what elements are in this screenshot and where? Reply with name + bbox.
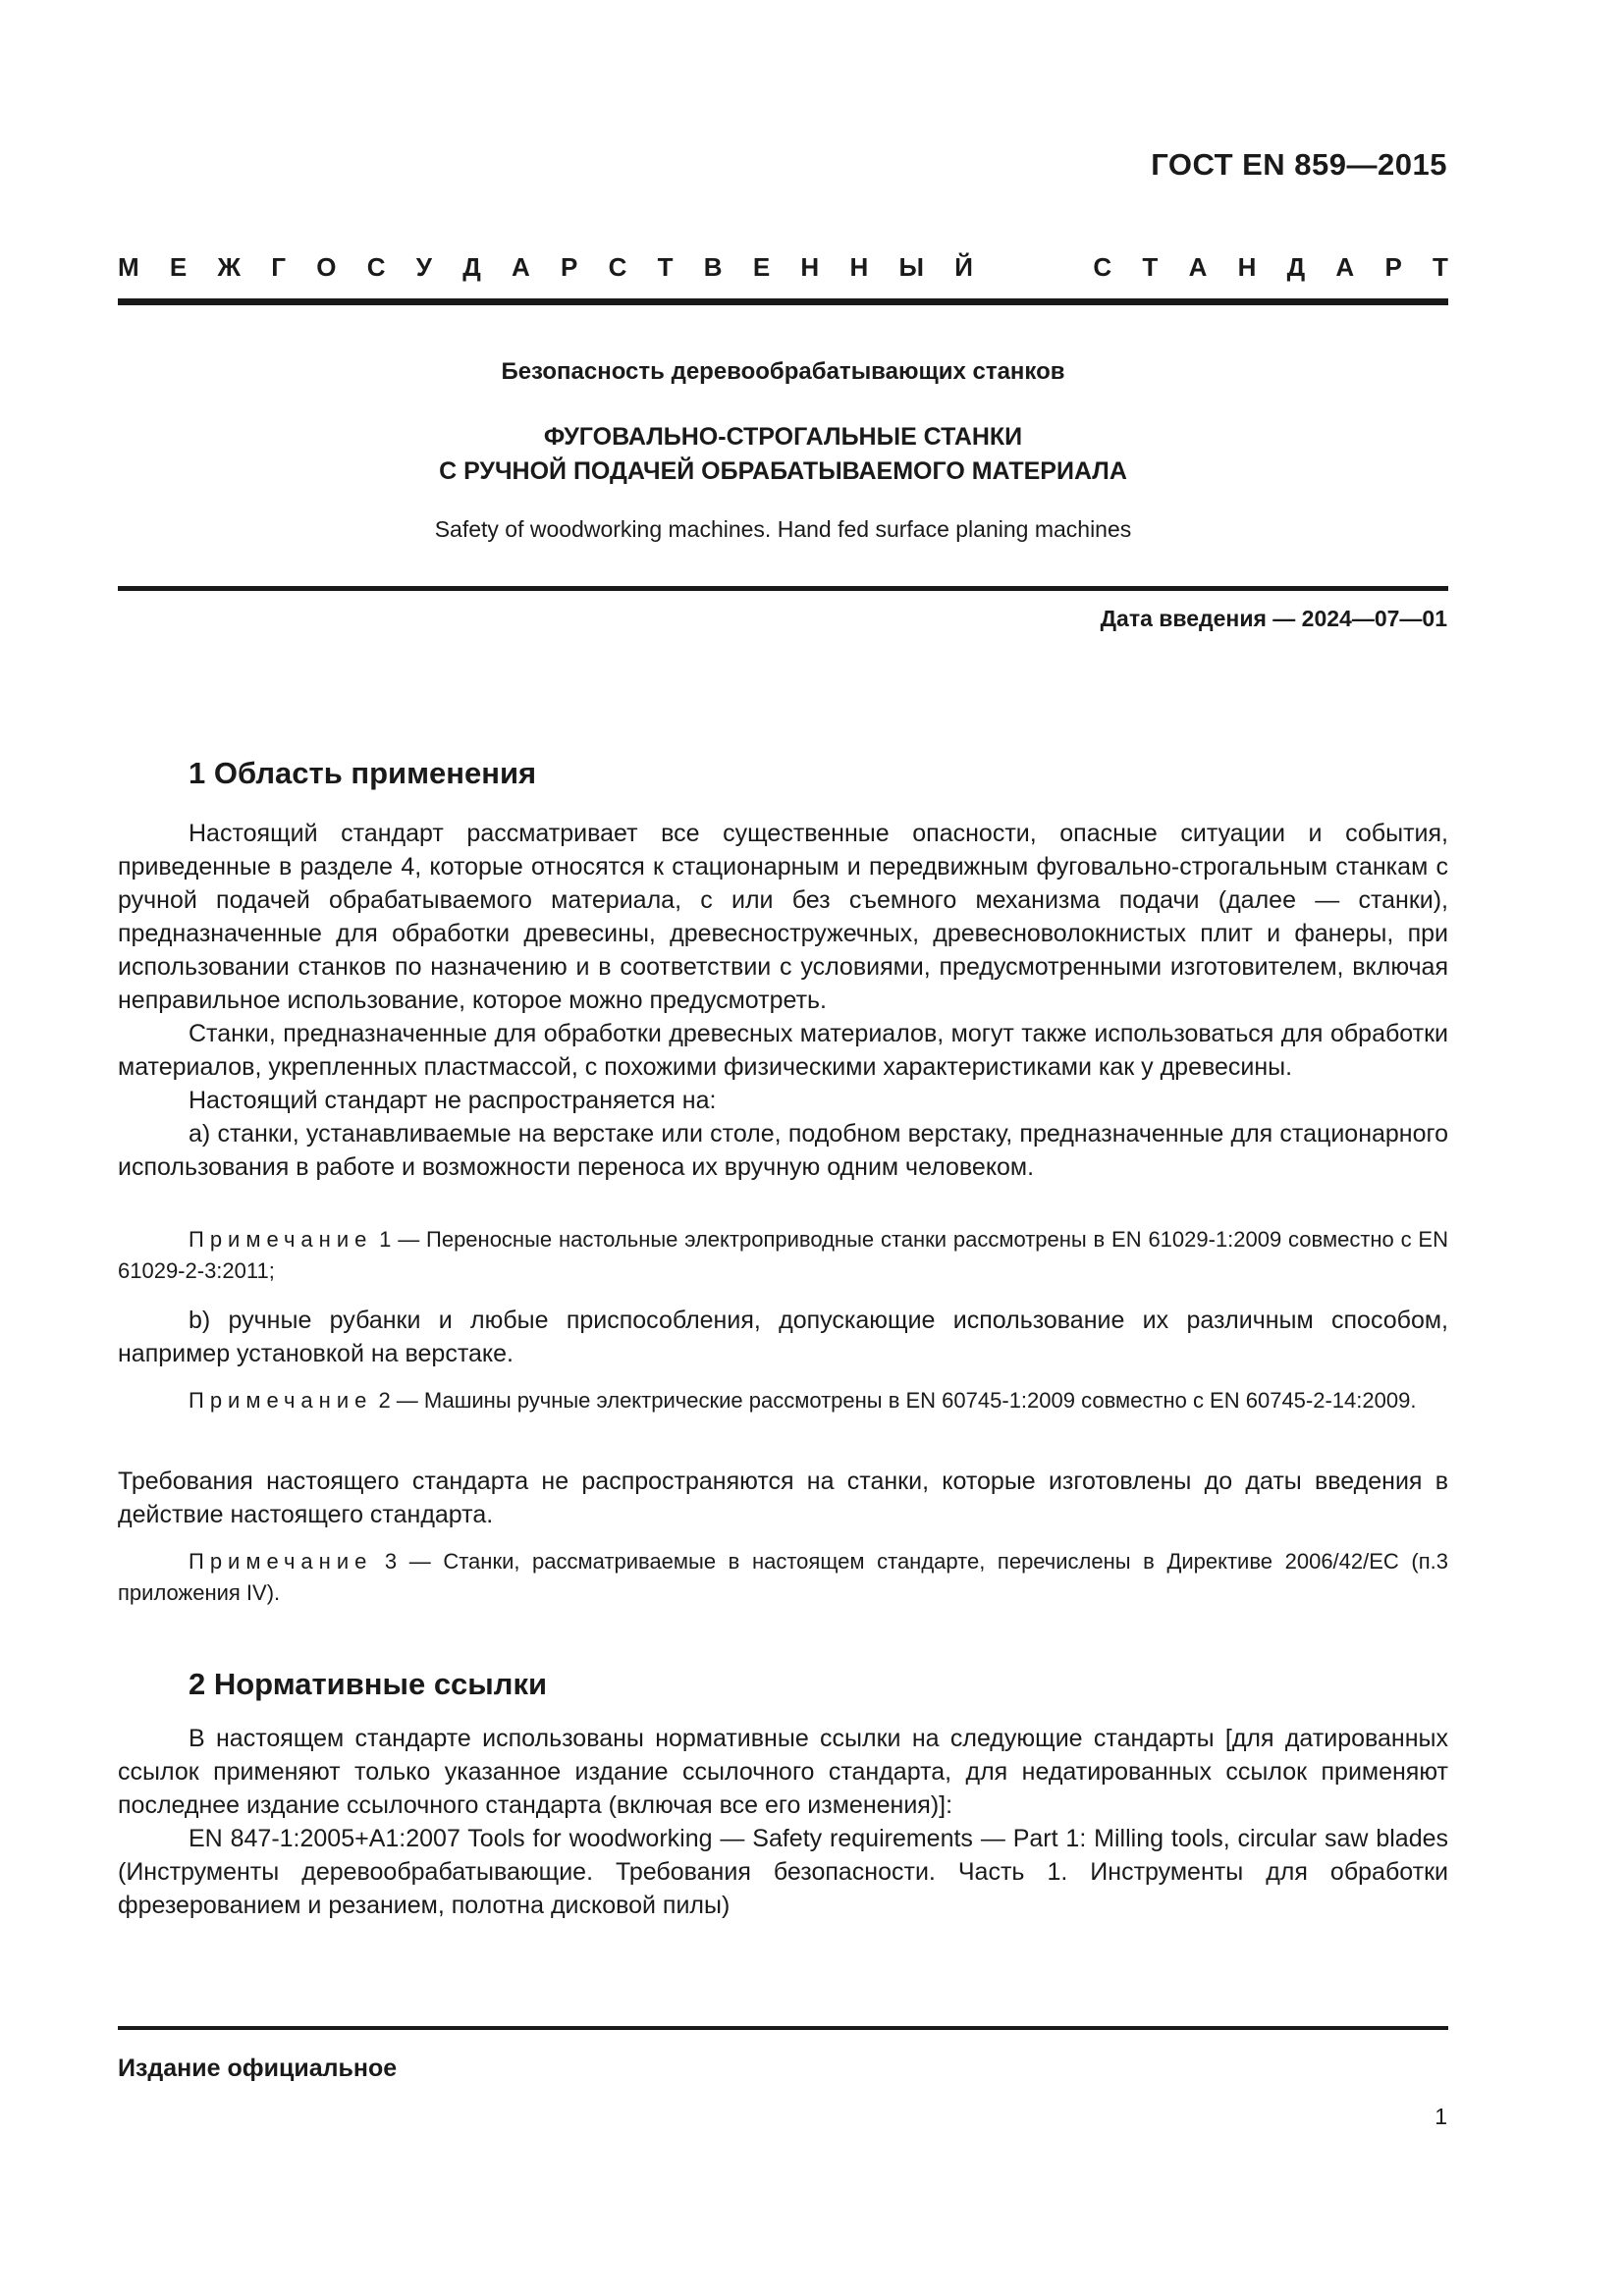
title-line-1: ФУГОВАЛЬНО-СТРОГАЛЬНЫЕ СТАНКИ — [543, 423, 1023, 451]
standard-type-letter: Т — [657, 252, 674, 282]
standard-type-letter: В — [703, 252, 723, 282]
standard-type-letter: Ж — [217, 252, 242, 282]
standard-type-letter: Н — [849, 252, 869, 282]
standard-type-letter: Н — [1237, 252, 1257, 282]
section-1-heading: 1 Область применения — [189, 756, 537, 790]
footer-rule — [118, 2026, 1448, 2030]
standard-type-letter: Р — [1384, 252, 1402, 282]
paragraph: Станки, предназначенные для обработки древесных материалов, могут также использоваться для обработки материалов, укрепленных пластмассой, с похожими физическими характеристиками как у древесины. — [118, 1020, 1448, 1081]
note-label: Примечание — [189, 1549, 373, 1574]
standard-type-letter: С — [366, 252, 386, 282]
note-label: Примечание — [189, 1388, 373, 1413]
title-rule — [118, 586, 1448, 591]
standard-type-letter: Д — [462, 252, 481, 282]
paragraph: a) станки, устанавливаемые на верстаке или столе, подобном верстаку, предназначенные для стационарного использования в работе и возможности переноса их вручную одним человеком. — [118, 1120, 1448, 1181]
page-number: 1 — [1435, 2104, 1447, 2129]
note-label: Примечание — [189, 1227, 373, 1252]
official-edition-label: Издание официальное — [118, 2055, 398, 2082]
note-text: 1 — Переносные настольные электроприводные станки рассмотрены в EN 61029-1:2009 совместно с EN 61029-2-3:2011; — [118, 1227, 1448, 1283]
standard-type-letter: Н — [800, 252, 820, 282]
standard-type-letter: А — [1188, 252, 1208, 282]
introduction-date: Дата введения — 2024—07—01 — [1100, 606, 1447, 631]
section-1-body-c — [118, 1465, 1448, 1531]
note-2 — [118, 1385, 1448, 1416]
document-code: ГОСТ EN 859—2015 — [1151, 147, 1447, 182]
note-text: 3 — Станки, рассматриваемые в настоящем стандарте, перечислены в Директиве 2006/42/ЕС (п.3 приложения IV). — [118, 1549, 1448, 1605]
standard-type-letter: А — [512, 252, 530, 282]
standard-type-letter: О — [316, 252, 337, 282]
section-2-heading: 2 Нормативные ссылки — [189, 1667, 548, 1701]
standard-type-letter: С — [1093, 252, 1112, 282]
standard-type-letter: А — [1335, 252, 1355, 282]
standard-type-letter: Ы — [898, 252, 924, 282]
note-3 — [118, 1546, 1448, 1609]
paragraph: b) ручные рубанки и любые приспособления, допускающие использование их различным способом, например установкой на верстаке. — [118, 1307, 1448, 1367]
standard-type-heading — [118, 252, 1448, 283]
standard-type-letter: У — [415, 252, 432, 282]
standard-subject: Безопасность деревообрабатывающих станков — [501, 358, 1065, 385]
standard-type-letter: С — [608, 252, 627, 282]
paragraph: Требования настоящего стандарта не распространяются на станки, которые изготовлены до даты введения в действие настоящего стандарта. — [118, 1468, 1448, 1528]
section-1-body-b — [118, 1304, 1448, 1370]
paragraph: В настоящем стандарте использованы нормативные ссылки на следующие стандарты [для датированных ссылок применяют только указанное издание ссылочного стандарта, для недатированных ссылок применяют последнее издание ссылочного стандарта (включая все его изменения)]: — [118, 1725, 1448, 1819]
standard-title — [118, 420, 1448, 489]
section-2-body — [118, 1722, 1448, 1922]
standard-type-letter: Т — [1433, 252, 1448, 282]
standard-type-letter: Е — [169, 252, 188, 282]
header-rule — [118, 298, 1448, 305]
standard-type-letter: Т — [1142, 252, 1159, 282]
standard-type-letter: Р — [561, 252, 578, 282]
standard-title-english: Safety of woodworking machines. Hand fed surface planing machines — [434, 516, 1132, 542]
note-text: 2 — Машины ручные электрические рассмотрены в EN 60745-1:2009 совместно с EN 60745-2-14:2009. — [372, 1388, 1417, 1413]
word-gap — [1003, 252, 1062, 283]
paragraph: Настоящий стандарт рассматривает все существенные опасности, опасные ситуации и события, приведенные в разделе 4, которые относятся к стационарным и передвижным фуговально-строгальным станкам с ручной подачей обрабатываемого материала, с или без съемного механизма подачи (далее — станки), предназначенные для обработки древесины, древесностружечных, древесноволокнистых плит и фанеры, при использовании станков по назначению и в соответствии с условиями, предусмотренными изготовителем, включая неправильное использование, которое можно предусмотреть. — [118, 820, 1448, 1014]
standard-type-letter: Е — [752, 252, 771, 282]
section-1-body — [118, 817, 1448, 1184]
note-1 — [118, 1224, 1448, 1287]
paragraph: EN 847-1:2005+A1:2007 Tools for woodworking — Safety requirements — Part 1: Milling tools, circular saw blades (Инструменты деревообрабатывающие. Требования безопасности. Часть 1. Инструменты для обработки фрезерованием и резанием, полотна дисковой пилы) — [118, 1825, 1448, 1919]
standard-type-letter: Д — [1286, 252, 1306, 282]
standard-type-letter: М — [118, 252, 139, 282]
standard-type-letter: Й — [954, 252, 973, 282]
title-line-2: С РУЧНОЙ ПОДАЧЕЙ ОБРАБАТЫВАЕМОГО МАТЕРИАЛА — [439, 457, 1127, 485]
standard-type-letter: Г — [271, 252, 287, 282]
paragraph: Настоящий стандарт не распространяется на: — [189, 1087, 717, 1114]
